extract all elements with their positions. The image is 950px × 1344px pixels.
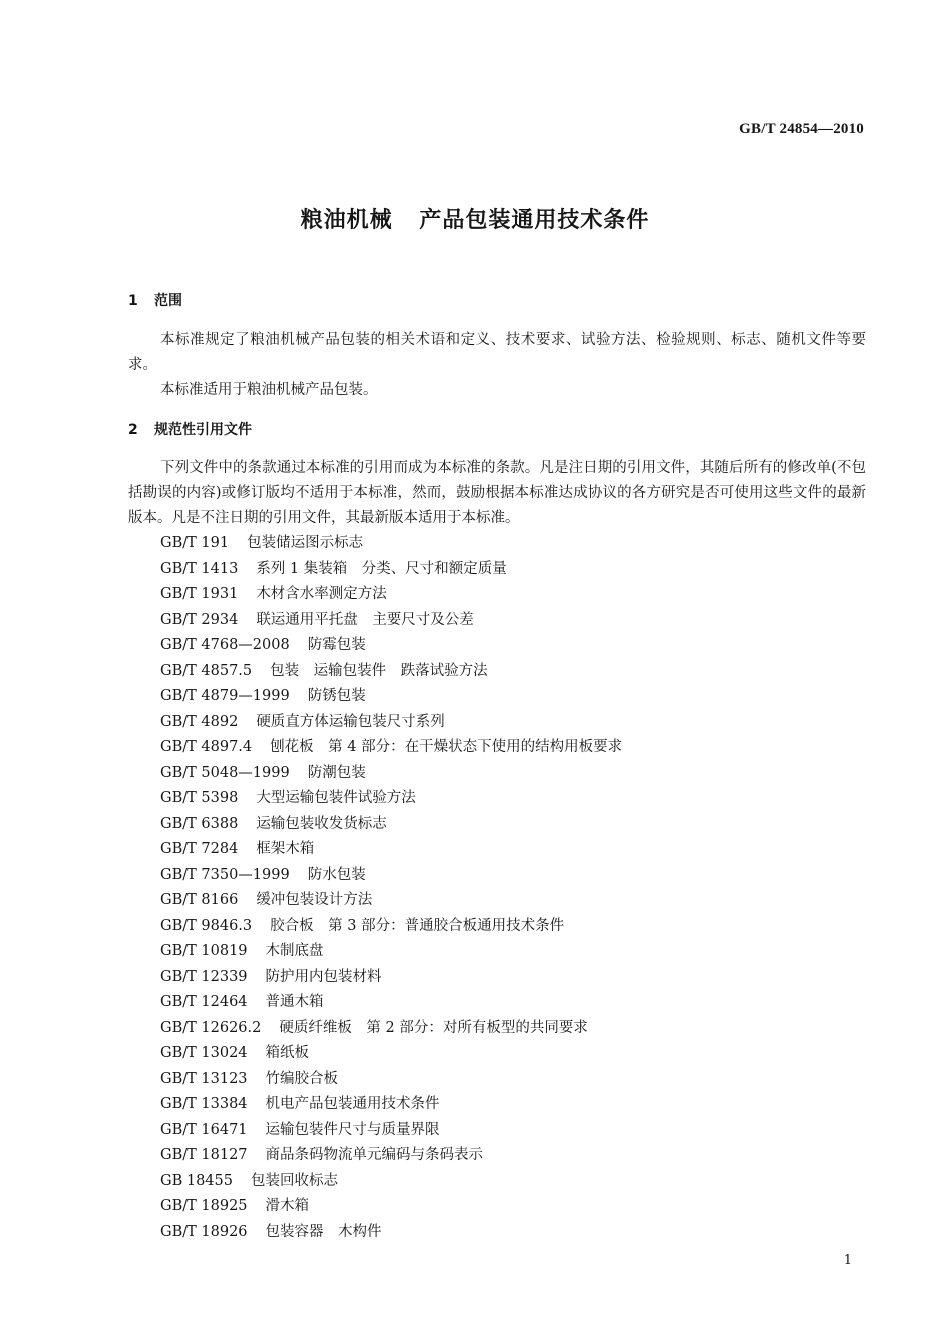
section-2-number: 2: [128, 422, 138, 438]
reference-item: [160, 710, 622, 736]
reference-name: 包装储运图示标志: [247, 535, 364, 551]
reference-name: 滑木箱: [265, 1198, 310, 1214]
reference-name: 包装 运输包装件 跌落试验方法: [270, 662, 488, 679]
reference-item: [160, 608, 622, 634]
reference-code: GB/T 4897.4: [160, 739, 253, 755]
reference-item: [160, 939, 622, 965]
reference-code: GB/T 18926: [160, 1223, 248, 1240]
reference-name: 刨花板 第 4 部分：在干燥状态下使用的结构用板要求: [270, 739, 623, 755]
section-2-title: 规范性引用文件: [154, 422, 252, 438]
section-2-paragraph-1: 下列文件中的条款通过本标准的引用而成为本标准的条款。凡是注日期的引用文件，其随后所有的修改单(不包括勘误的内容)或修订版均不适用于本标准，然而，鼓励根据本标准达成协议的各方研究是否可使用这些文件的最新版本。凡是不注日期的引用文件，其最新版本适用于本标准。: [128, 460, 866, 526]
reference-item: [160, 735, 622, 761]
section-2-heading: [128, 419, 252, 439]
reference-code: GB/T 12626.2: [160, 1019, 262, 1036]
reference-name: 防霉包装: [307, 637, 366, 653]
reference-name: 胶合板 第 3 部分：普通胶合板通用技术条件: [270, 917, 565, 934]
reference-item: [160, 1041, 622, 1067]
reference-code: GB/T 18925: [160, 1198, 248, 1214]
reference-code: GB/T 12339: [160, 968, 248, 985]
reference-code: GB/T 5048—1999: [160, 764, 290, 781]
reference-item: [160, 990, 622, 1016]
reference-code: GB/T 2934: [160, 611, 239, 628]
reference-name: 箱纸板: [265, 1045, 310, 1061]
reference-item: [160, 761, 622, 787]
reference-name: 联运通用平托盘 主要尺寸及公差: [256, 611, 474, 628]
reference-item: [160, 1118, 622, 1144]
reference-item: [160, 684, 622, 710]
reference-name: 普通木箱: [265, 994, 324, 1010]
reference-item: [160, 914, 622, 940]
reference-code: GB/T 18127: [160, 1147, 248, 1163]
reference-item: [160, 633, 622, 659]
reference-item: [160, 557, 622, 583]
reference-code: GB/T 4879—1999: [160, 688, 290, 704]
reference-item: [160, 582, 622, 608]
reference-name: 运输包装收发货标志: [256, 815, 387, 832]
reference-code: GB/T 1931: [160, 586, 239, 602]
reference-item: [160, 812, 622, 838]
reference-name: 系列 1 集装箱 分类、尺寸和额定质量: [256, 560, 507, 577]
section-1-number: 1: [128, 293, 138, 309]
reference-item: [160, 659, 622, 685]
reference-code: GB 18455: [160, 1172, 233, 1189]
reference-item: [160, 1143, 622, 1169]
reference-item: [160, 888, 622, 914]
reference-code: GB/T 4768—2008: [160, 637, 290, 653]
reference-name: 框架木箱: [256, 841, 315, 857]
reference-name: 大型运输包装件试验方法: [256, 790, 416, 806]
reference-item: [160, 531, 622, 557]
reference-code: GB/T 12464: [160, 994, 248, 1010]
reference-code: GB/T 1413: [160, 560, 239, 577]
reference-code: GB/T 7350—1999: [160, 866, 290, 883]
document-title: 粮油机械 产品包装通用技术条件: [300, 208, 650, 233]
reference-code: GB/T 13384: [160, 1096, 248, 1112]
reference-code: GB/T 7284: [160, 841, 239, 857]
reference-name: 商品条码物流单元编码与条码表示: [265, 1147, 484, 1163]
reference-code: GB/T 4857.5: [160, 662, 253, 679]
reference-name: 竹编胶合板: [265, 1070, 339, 1087]
reference-item: [160, 786, 622, 812]
reference-name: 缓冲包装设计方法: [256, 892, 373, 908]
reference-code: GB/T 13024: [160, 1045, 248, 1061]
reference-name: 包装回收标志: [250, 1172, 338, 1189]
reference-code: GB/T 4892: [160, 713, 239, 730]
section-1-heading: [128, 290, 182, 310]
reference-item: [160, 1067, 622, 1093]
reference-name: 硬质纤维板 第 2 部分：对所有板型的共同要求: [279, 1019, 588, 1036]
reference-code: GB/T 6388: [160, 815, 239, 832]
reference-code: GB/T 13123: [160, 1070, 248, 1087]
section-1-paragraph-1: 本标准规定了粮油机械产品包装的相关术语和定义、技术要求、试验方法、检验规则、标志、随机文件等要求。: [128, 332, 866, 373]
reference-name: 硬质直方体运输包装尺寸系列: [256, 713, 445, 730]
reference-code: GB/T 191: [160, 535, 230, 551]
reference-name: 防潮包装: [307, 764, 366, 781]
reference-item: [160, 863, 622, 889]
reference-item: [160, 837, 622, 863]
reference-item: [160, 1092, 622, 1118]
reference-name: 木材含水率测定方法: [256, 586, 387, 602]
reference-name: 防水包装: [307, 866, 366, 883]
reference-code: GB/T 10819: [160, 943, 248, 959]
reference-code: GB/T 9846.3: [160, 917, 253, 934]
page-number: 1: [843, 1253, 852, 1268]
section-1-paragraph-2: 本标准适用于粮油机械产品包装。: [160, 382, 378, 398]
reference-name: 木制底盘: [265, 943, 324, 959]
reference-item: [160, 965, 622, 991]
section-1-title: 范围: [154, 293, 182, 309]
standard-code-header: GB/T 24854—2010: [739, 121, 864, 137]
reference-code: GB/T 8166: [160, 892, 239, 908]
reference-name: 运输包装件尺寸与质量界限: [265, 1121, 440, 1138]
reference-name: 防护用内包装材料: [265, 968, 382, 985]
reference-item: [160, 1194, 622, 1220]
reference-code: GB/T 5398: [160, 790, 239, 806]
reference-item: [160, 1220, 622, 1246]
reference-name: 机电产品包装通用技术条件: [265, 1096, 440, 1112]
reference-code: GB/T 16471: [160, 1121, 248, 1138]
reference-name: 防锈包装: [307, 688, 366, 704]
normative-references-list: [160, 531, 622, 1245]
reference-item: [160, 1169, 622, 1195]
reference-name: 包装容器 木构件: [265, 1223, 382, 1240]
reference-item: [160, 1016, 622, 1042]
